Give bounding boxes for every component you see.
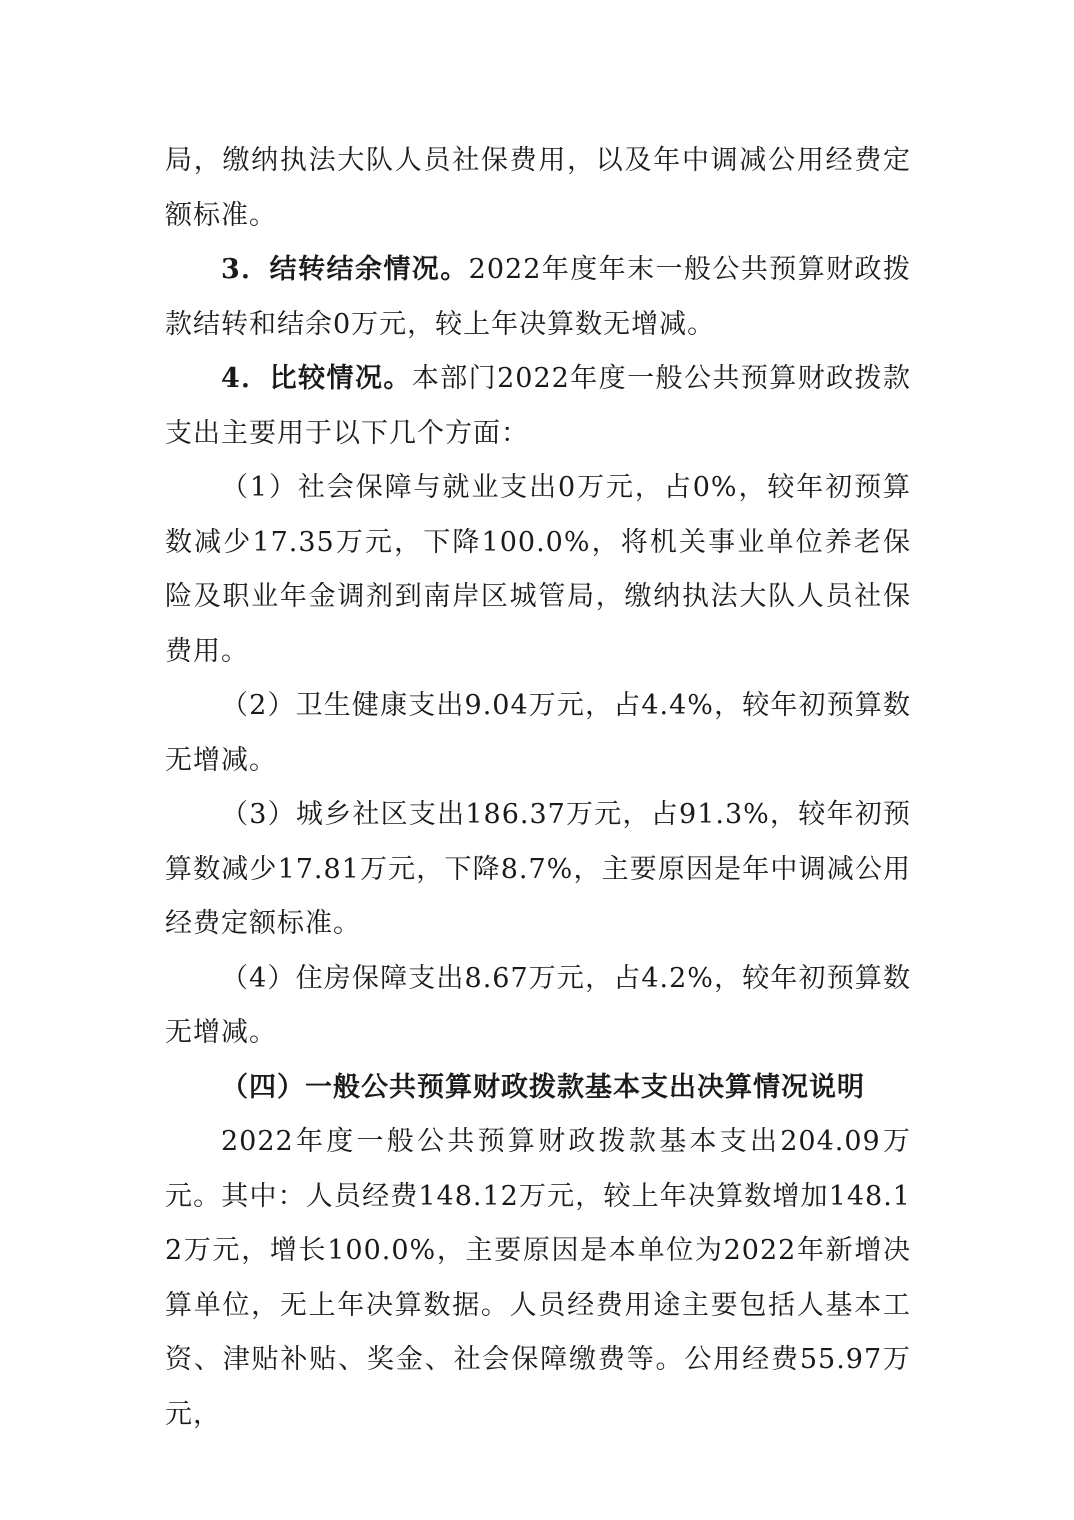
- paragraph-item-1: （1）社会保障与就业支出0万元，占0%，较年初预算数减少17.35万元，下降100.0%，将机关事业单位养老保险及职业年金调剂到南岸区城管局，缴纳执法大队人员社保费用。: [165, 472, 911, 667]
- paragraph-carryover: [165, 243, 911, 352]
- paragraph-label: 4．比较情况。: [221, 363, 412, 394]
- paragraph-item-4: （4）住房保障支出8.67万元，占4.2%，较年初预算数无增减。: [165, 962, 911, 1048]
- paragraph-label: 3．结转结余情况。: [221, 254, 469, 285]
- paragraph-continuation: 局，缴纳执法大队人员社保费用，以及年中调减公用经费定额标准。: [165, 145, 911, 231]
- paragraph-basic-expenditure: 2022年度一般公共预算财政拨款基本支出204.09万元。其中：人员经费148.12万元，较上年决算数增加148.12万元，增长100.0%，主要原因是本单位为2022年新增决算单位，无上年决算数据。人员经费用途主要包括人基本工资、津贴补贴、奖金、社会保障缴费等。公用经费55.97万元，: [165, 1126, 911, 1430]
- document-body: [165, 134, 911, 1442]
- paragraph-item-3: （3）城乡社区支出186.37万元，占91.3%，较年初预算数减少17.81万元，下降8.7%，主要原因是年中调减公用经费定额标准。: [165, 799, 911, 939]
- paragraph-text: 2022年度年末一般公共预算财政拨款结转和结余0万元，较上年决算数无增减。: [165, 254, 911, 340]
- paragraph-item-2: （2）卫生健康支出9.04万元，占4.4%，较年初预算数无增减。: [165, 690, 911, 776]
- paragraph-text: 本部门2022年度一般公共预算财政拨款支出主要用于以下几个方面：: [165, 363, 911, 449]
- paragraph-comparison: [165, 352, 911, 461]
- section-heading: （四）一般公共预算财政拨款基本支出决算情况说明: [221, 1071, 865, 1103]
